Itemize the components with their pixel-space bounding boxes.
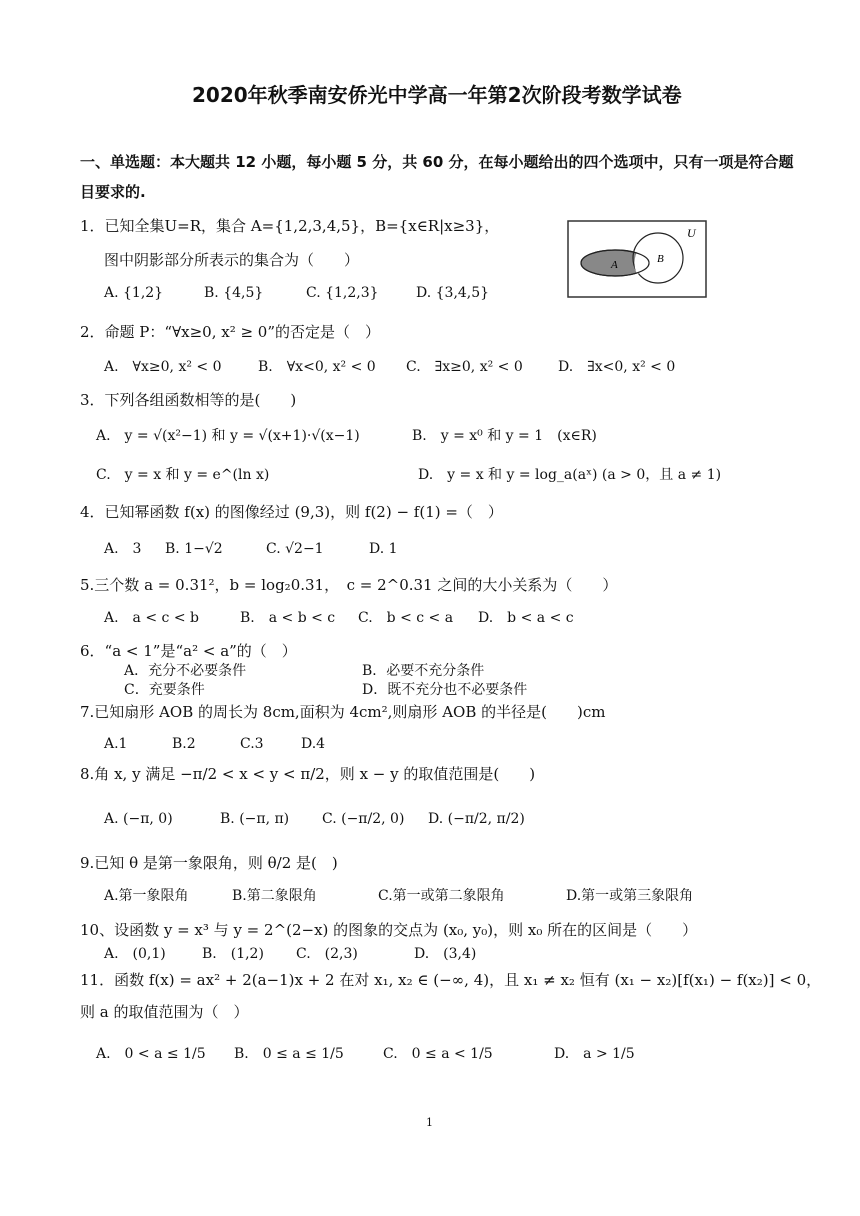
q3-option-d: D. y = x 和 y = log_a(aˣ) (a > 0，且 a ≠ 1) — [418, 467, 722, 483]
q5-option-b: B. a < b < c — [240, 610, 336, 626]
q6-stem: 6．“a < 1”是“a² < a”的（ ） — [80, 642, 297, 660]
q11-option-b: B. 0 ≤ a ≤ 1/5 — [234, 1046, 344, 1062]
q6-option-c: C．充要条件 — [124, 682, 205, 698]
q10-stem: 10、设函数 y = x³ 与 y = 2^(2−x) 的图象的交点为 (x₀, y₀)，则 x₀ 所在的区间是（ ） — [80, 921, 698, 939]
q7-option-b: B.2 — [172, 736, 196, 752]
q2-option-a: A. ∀x≥0, x² < 0 — [104, 359, 222, 375]
q9-option-a: A.第一象限角 — [104, 888, 189, 904]
q1-option-a: A. {1,2} — [104, 285, 164, 301]
q1-stem-line2: 图中阴影部分所表示的集合为（ ） — [104, 251, 360, 269]
page-number: 1 — [426, 1116, 433, 1129]
q1-stem-line1: 1．已知全集U=R，集合 A={1,2,3,4,5}，B={x∈R|x≥3}， — [80, 217, 500, 235]
venn-label-a: A — [611, 259, 618, 271]
q10-option-b: B. (1,2) — [202, 946, 264, 962]
q11-option-c: C. 0 ≤ a < 1/5 — [383, 1046, 493, 1062]
q8-stem: 8.角 x, y 满足 −π/2 < x < y < π/2，则 x − y 的取值范围是( ) — [80, 765, 536, 783]
q1-option-d: D. {3,4,5} — [416, 285, 490, 301]
q2-option-b: B. ∀x<0, x² < 0 — [258, 359, 376, 375]
q7-stem: 7.已知扇形 AOB 的周长为 8cm,面积为 4cm²,则扇形 AOB 的半径是( )cm — [80, 703, 606, 721]
q5-stem: 5.三个数 a = 0.31²，b = log₂0.31， c = 2^0.31 之间的大小关系为（ ） — [80, 576, 618, 594]
q7-option-a: A.1 — [104, 736, 128, 752]
q10-option-d: D. (3,4) — [414, 946, 477, 962]
q8-option-c: C. (−π/2, 0) — [322, 811, 405, 827]
section-heading-line2: 目要求的. — [80, 183, 146, 201]
q11-stem-line2: 则 a 的取值范围为（ ） — [80, 1003, 249, 1021]
q6-option-b: B．必要不充分条件 — [362, 663, 485, 679]
q11-stem-line1: 11．函数 f(x) = ax² + 2(a−1)x + 2 在对 x₁, x₂ ∈ (−∞, 4)，且 x₁ ≠ x₂ 恒有 (x₁ − x₂)[f(x₁) − f(x₂)] < 0， — [80, 971, 822, 989]
q4-option-a: A. 3 — [104, 541, 142, 557]
q5-option-d: D. b < a < c — [478, 610, 574, 626]
q3-option-a: A. y = √(x²−1) 和 y = √(x+1)·√(x−1) — [96, 428, 360, 444]
q8-option-d: D. (−π/2, π/2) — [428, 811, 525, 827]
q9-stem: 9.已知 θ 是第一象限角，则 θ/2 是( ) — [80, 854, 338, 872]
q6-option-d: D．既不充分也不必要条件 — [362, 682, 528, 698]
q3-stem: 3．下列各组函数相等的是( ) — [80, 391, 297, 409]
q3-option-b: B. y = x⁰ 和 y = 1 (x∈R) — [412, 428, 597, 444]
q9-option-d: D.第一或第三象限角 — [566, 888, 694, 904]
q4-option-b: B. 1−√2 — [165, 541, 223, 557]
venn-label-b: B — [657, 253, 664, 265]
q10-option-c: C. (2,3) — [296, 946, 358, 962]
q1-option-c: C. {1,2,3} — [306, 285, 379, 301]
q2-option-c: C. ∃x≥0, x² < 0 — [406, 359, 523, 375]
q4-option-d: D. 1 — [369, 541, 398, 557]
venn-label-u: U — [687, 226, 696, 240]
q5-option-a: A. a < c < b — [104, 610, 199, 626]
q11-option-d: D. a > 1/5 — [554, 1046, 635, 1062]
q6-option-a: A．充分不必要条件 — [124, 663, 247, 679]
q8-option-a: A. (−π, 0) — [104, 811, 173, 827]
q9-option-c: C.第一或第二象限角 — [378, 888, 505, 904]
q11-option-a: A. 0 < a ≤ 1/5 — [96, 1046, 206, 1062]
page-title: 2020年秋季南安侨光中学高一年第2次阶段考数学试卷 — [192, 83, 682, 107]
q7-option-d: D.4 — [301, 736, 326, 752]
q2-stem: 2．命题 P：“∀x≥0, x² ≥ 0”的否定是（ ） — [80, 323, 381, 341]
q5-option-c: C. b < c < a — [358, 610, 454, 626]
section-heading-line1: 一、单选题：本大题共 12 小题，每小题 5 分，共 60 分，在每小题给出的四个选项中，只有一项是符合题 — [80, 153, 794, 171]
q2-option-d: D. ∃x<0, x² < 0 — [558, 359, 676, 375]
q3-option-c: C. y = x 和 y = e^(ln x) — [96, 467, 270, 483]
q8-option-b: B. (−π, π) — [220, 811, 290, 827]
q10-option-a: A. (0,1) — [104, 946, 166, 962]
q9-option-b: B.第二象限角 — [232, 888, 317, 904]
venn-diagram — [567, 220, 707, 298]
q1-option-b: B. {4,5} — [204, 285, 264, 301]
q4-option-c: C. √2−1 — [266, 541, 324, 557]
q7-option-c: C.3 — [240, 736, 264, 752]
q4-stem: 4．已知幂函数 f(x) 的图像经过 (9,3)，则 f(2) − f(1) =（ ） — [80, 503, 503, 521]
